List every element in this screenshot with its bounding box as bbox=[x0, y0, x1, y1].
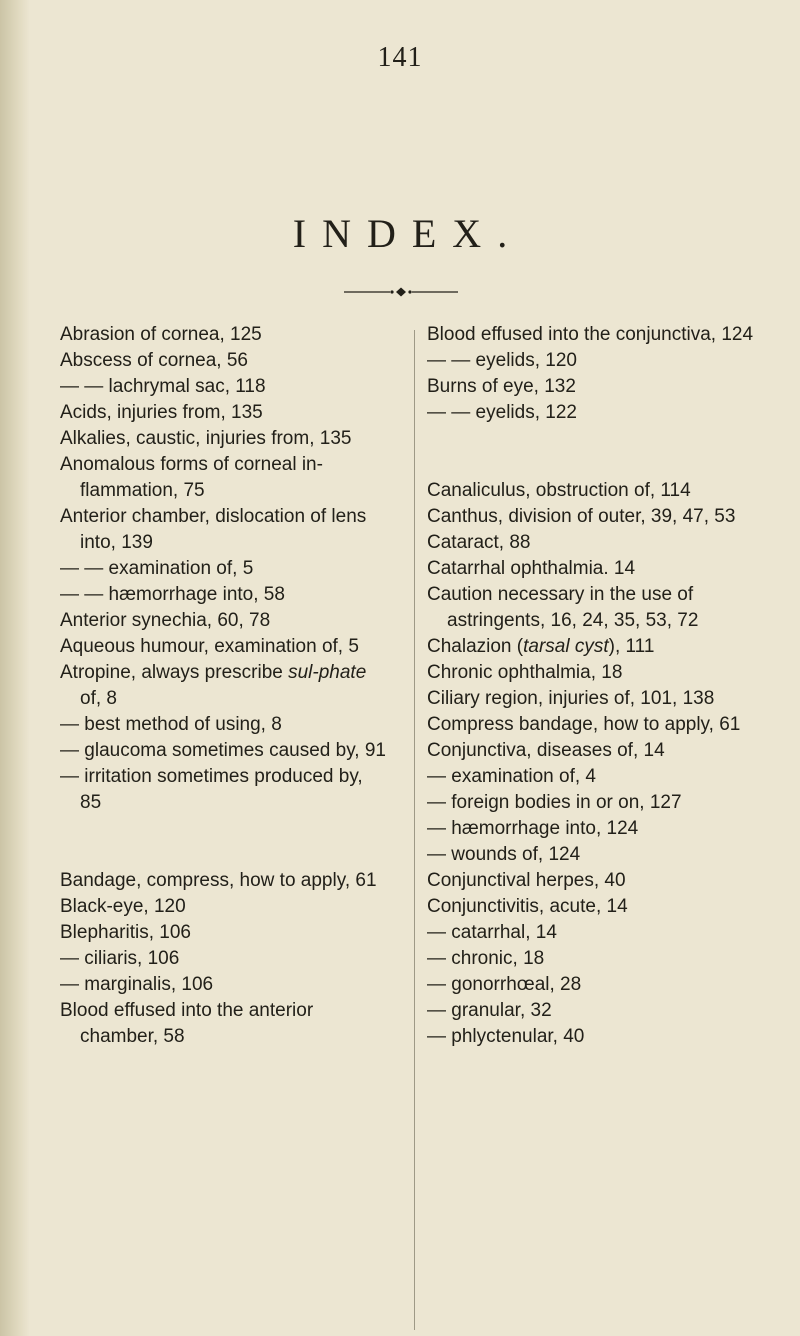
index-entry: — irritation sometimes produced by, 85 bbox=[60, 766, 363, 813]
index-entry: Blood effused into the anterior chamber, 58 bbox=[60, 1000, 314, 1047]
index-column-right bbox=[427, 322, 767, 1050]
index-entry: Cataract, 88 bbox=[427, 532, 531, 553]
index-entry: — examination of, 4 bbox=[427, 766, 596, 787]
title-ornament bbox=[344, 286, 458, 298]
entry-text: Atropine, always prescribe bbox=[60, 662, 289, 683]
index-entry: Anterior synechia, 60, 78 bbox=[60, 610, 271, 631]
index-entry: — marginalis, 106 bbox=[60, 974, 214, 995]
index-column-left bbox=[60, 322, 386, 1050]
index-entry: — foreign bodies in or on, 127 bbox=[427, 792, 682, 813]
index-entry: — — lachrymal sac, 118 bbox=[60, 376, 266, 397]
index-entry: — — eyelids, 122 bbox=[427, 402, 577, 423]
index-entry: Conjunctival herpes, 40 bbox=[427, 870, 626, 891]
index-entry: Conjunctiva, diseases of, 14 bbox=[427, 740, 665, 761]
index-entry: Abscess of cornea, 56 bbox=[60, 350, 248, 371]
index-entry: — granular, 32 bbox=[427, 1000, 552, 1021]
index-entry: Caution necessary in the use of astringents, 16, 24, 35, 53, 72 bbox=[427, 584, 699, 631]
book-spine-shadow bbox=[0, 0, 30, 1336]
page-number: 141 bbox=[377, 42, 423, 73]
index-entry bbox=[60, 660, 386, 712]
entry-italic-text: sul-phate bbox=[288, 662, 367, 683]
index-entry: Abrasion of cornea, 125 bbox=[60, 324, 262, 345]
index-entry: — catarrhal, 14 bbox=[427, 922, 557, 943]
index-entry: Alkalies, caustic, injuries from, 135 bbox=[60, 428, 352, 449]
entry-text: ), 111 bbox=[608, 636, 655, 657]
index-entry: Bandage, compress, how to apply, 61 bbox=[60, 870, 377, 891]
index-entry: Aqueous humour, examination of, 5 bbox=[60, 636, 359, 657]
index-entry: — glaucoma sometimes caused by, 91 bbox=[60, 740, 386, 761]
index-entry: Conjunctivitis, acute, 14 bbox=[427, 896, 628, 917]
index-entry: — gonorrhœal, 28 bbox=[427, 974, 582, 995]
index-entry: Anterior chamber, dislocation of lens into, 139 bbox=[60, 506, 367, 553]
index-entry: — ciliaris, 106 bbox=[60, 948, 180, 969]
index-entry: Black-eye, 120 bbox=[60, 896, 186, 917]
entry-text: of, 8 bbox=[80, 688, 117, 709]
index-entry: — — hæmorrhage into, 58 bbox=[60, 584, 285, 605]
index-entry: Ciliary region, injuries of, 101, 138 bbox=[427, 688, 715, 709]
index-entry: Catarrhal ophthalmia. 14 bbox=[427, 558, 636, 579]
index-entry: Compress bandage, how to apply, 61 bbox=[427, 714, 741, 735]
section-gap bbox=[60, 816, 386, 868]
index-entry: Blepharitis, 106 bbox=[60, 922, 191, 943]
index-entry: Chronic ophthalmia, 18 bbox=[427, 662, 623, 683]
index-entry: Canaliculus, obstruction of, 114 bbox=[427, 480, 691, 501]
index-entry: Acids, injuries from, 135 bbox=[60, 402, 263, 423]
index-entry: — hæmorrhage into, 124 bbox=[427, 818, 639, 839]
index-entry: — — examination of, 5 bbox=[60, 558, 254, 579]
index-entry: Blood effused into the conjunctiva, 124 bbox=[427, 324, 754, 345]
column-divider bbox=[414, 330, 415, 1330]
entry-italic-text: tarsal cyst bbox=[523, 636, 609, 657]
index-entry: — best method of using, 8 bbox=[60, 714, 282, 735]
index-entry bbox=[427, 634, 767, 660]
index-entry: — — eyelids, 120 bbox=[427, 350, 577, 371]
index-entry: — wounds of, 124 bbox=[427, 844, 581, 865]
section-gap bbox=[427, 426, 767, 478]
index-entry: Anomalous forms of corneal in-flammation, 75 bbox=[60, 454, 323, 501]
entry-text: Chalazion ( bbox=[427, 636, 524, 657]
index-entry: — chronic, 18 bbox=[427, 948, 545, 969]
index-entry: — phlyctenular, 40 bbox=[427, 1026, 585, 1047]
page-title: INDEX. bbox=[292, 211, 524, 256]
index-entry: Canthus, division of outer, 39, 47, 53 bbox=[427, 506, 736, 527]
index-entry: Burns of eye, 132 bbox=[427, 376, 576, 397]
